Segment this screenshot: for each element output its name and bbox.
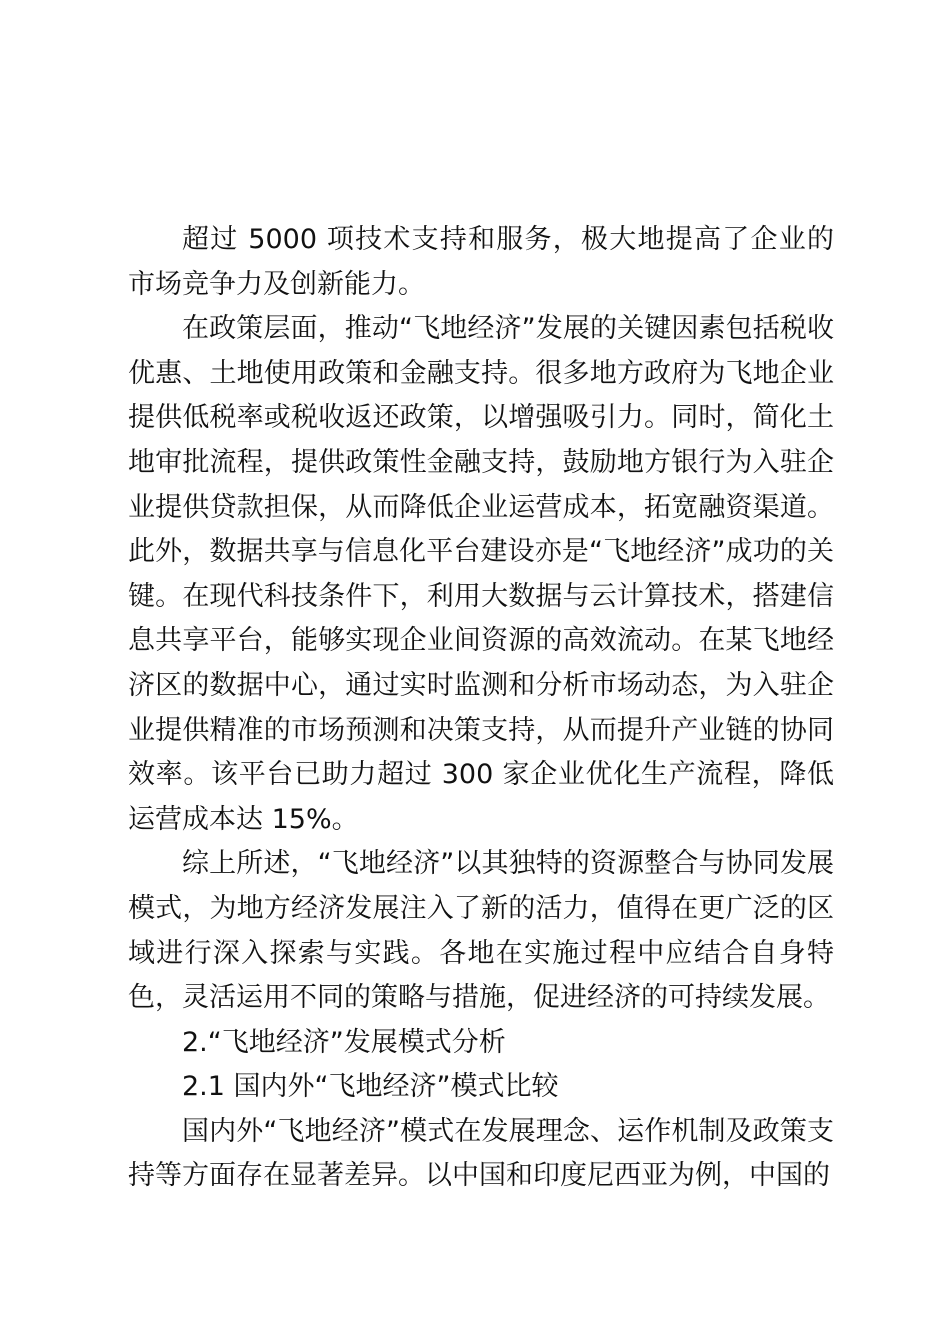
section-heading-2: 2.“飞地经济”发展模式分析 [182,1026,506,1058]
section-heading-2-1: 2.1 国内外“飞地经济”模式比较 [182,1071,559,1103]
paragraph-summary: 综上所述，“飞地经济”以其独特的资源整合与协同发展模式，为地方经济发展注入了新的活力，值得在更广泛的区域进行深入探索与实践。各地在实施过程中应结合自身特色，灵活运用不同的策略与措施，促进经济的可持续发展。 [128,848,834,1014]
document-body [128,218,834,1199]
paragraph-policy: 在政策层面，推动“飞地经济”发展的关键因素包括税收优惠、土地使用政策和金融支持。很多地方政府为飞地企业提供低税率或税收返还政策，以增强吸引力。同时，简化土地审批流程，提供政策性金融支持，鼓励地方银行为入驻企业提供贷款担保，从而降低企业运营成本，拓宽融资渠道。此外，数据共享与信息化平台建设亦是“飞地经济”成功的关键。在现代科技条件下，利用大数据与云计算技术，搭建信息共享平台，能够实现企业间资源的高效流动。在某飞地经济区的数据中心，通过实时监测和分析市场动态，为入驻企业提供精准的市场预测和决策支持，从而提升产业链的协同效率。该平台已助力超过 300 家企业优化生产流程，降低运营成本达 15%。 [128,313,834,835]
paragraph-tech-support: 超过 5000 项技术支持和服务，极大地提高了企业的市场竞争力及创新能力。 [128,224,834,300]
paragraph-comparison: 国内外“飞地经济”模式在发展理念、运作机制及政策支持等方面存在显著差异。以中国和印度尼西亚为例，中国的 [128,1115,834,1192]
